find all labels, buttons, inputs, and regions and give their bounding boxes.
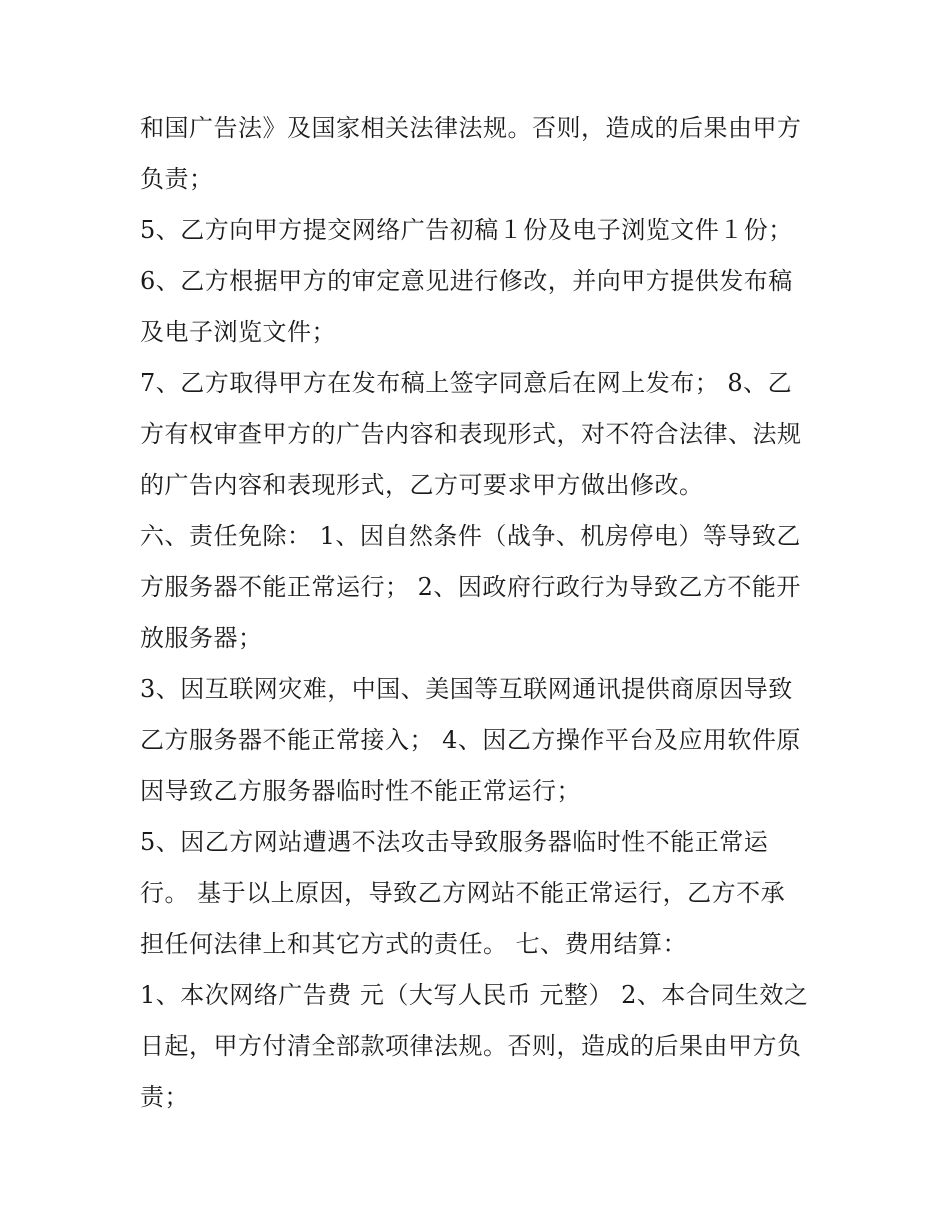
document-body	[140, 103, 840, 1123]
text-line: 和国广告法》及国家相关法律法规。否则，造成的后果由甲方	[140, 114, 802, 142]
text-line: 放服务器；	[140, 624, 263, 652]
text-line: 3、因互联网灾难，中国、美国等互联网通讯提供商原因导致	[140, 675, 793, 703]
text-line: 因导致乙方服务器临时性不能正常运行；	[140, 777, 581, 805]
text-line: 的广告内容和表现形式，乙方可要求甲方做出修改。	[140, 471, 704, 499]
text-line: 责；	[140, 1083, 189, 1111]
text-line: 行。 基于以上原因，导致乙方网站不能正常运行，乙方不承	[140, 879, 786, 907]
text-line: 5、乙方向甲方提交网络广告初稿１份及电子浏览文件１份；	[140, 216, 793, 244]
text-line: 日起，甲方付清全部款项律法规。否则，造成的后果由甲方负	[140, 1032, 802, 1060]
text-line: 负责；	[140, 165, 214, 193]
text-line: 担任何法律上和其它方式的责任。 七、费用结算：	[140, 930, 688, 958]
text-line: 7、乙方取得甲方在发布稿上签字同意后在网上发布； 8、乙	[140, 369, 793, 397]
text-line: 六、责任免除： 1、因自然条件（战争、机房停电）等导致乙	[140, 522, 801, 550]
text-line: 1、本次网络广告费 元（大写人民币 元整） 2、本合同生效之	[140, 981, 809, 1009]
text-line: 方有权审查甲方的广告内容和表现形式，对不符合法律、法规	[140, 420, 802, 448]
text-line: 5、因乙方网站遭遇不法攻击导致服务器临时性不能正常运	[140, 828, 769, 856]
text-line: 6、乙方根据甲方的审定意见进行修改，并向甲方提供发布稿	[140, 267, 793, 295]
text-line: 方服务器不能正常运行； 2、因政府行政行为导致乙方不能开	[140, 573, 801, 601]
text-line: 及电子浏览文件；	[140, 318, 336, 346]
text-line: 乙方服务器不能正常接入； 4、因乙方操作平台及应用软件原	[140, 726, 801, 754]
